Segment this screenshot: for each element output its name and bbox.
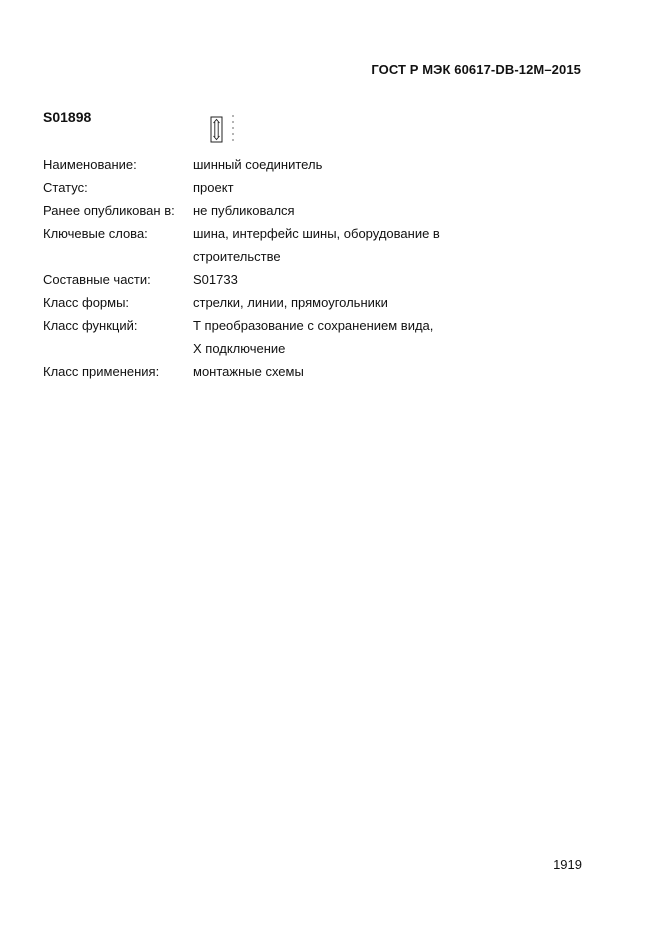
property-value-line: шинный соединитель — [193, 157, 323, 172]
property-value-line: шина, интерфейс шины, оборудование в — [193, 226, 440, 241]
property-label: Наименование: — [43, 157, 137, 172]
property-label: Ранее опубликован в: — [43, 203, 175, 218]
property-value — [193, 291, 603, 314]
property-row — [43, 268, 603, 291]
property-row — [43, 360, 603, 383]
property-value-line: не публиковался — [193, 203, 295, 218]
property-label: Ключевые слова: — [43, 226, 148, 241]
page-number: 1919 — [553, 857, 582, 872]
property-row — [43, 153, 603, 176]
property-label: Класс применения: — [43, 364, 160, 379]
property-value — [193, 199, 603, 222]
symbol-id: S01898 — [43, 109, 92, 125]
property-value — [193, 222, 603, 268]
property-value — [193, 314, 603, 360]
properties-list — [43, 153, 603, 383]
property-row — [43, 176, 603, 199]
bus-connector-symbol — [202, 113, 242, 147]
property-label: Статус: — [43, 180, 88, 195]
property-value — [193, 153, 603, 176]
property-value-line: S01733 — [193, 272, 238, 287]
property-value-line: Х подключение — [193, 341, 286, 356]
property-value — [193, 360, 603, 383]
property-value-line: Т преобразование с сохранением вида, — [193, 318, 434, 333]
property-row — [43, 314, 603, 360]
property-value-line: монтажные схемы — [193, 364, 304, 379]
property-value — [193, 268, 603, 291]
property-label: Составные части: — [43, 272, 151, 287]
document-header-code: ГОСТ Р МЭК 60617-DB-12М–2015 — [371, 62, 581, 77]
property-value — [193, 176, 603, 199]
property-value-line: проект — [193, 180, 234, 195]
property-label: Класс функций: — [43, 318, 138, 333]
property-label: Класс формы: — [43, 295, 130, 310]
property-row — [43, 222, 603, 268]
property-row — [43, 291, 603, 314]
property-value-line: строительстве — [193, 249, 281, 264]
property-value-line: стрелки, линии, прямоугольники — [193, 295, 388, 310]
property-row — [43, 199, 603, 222]
